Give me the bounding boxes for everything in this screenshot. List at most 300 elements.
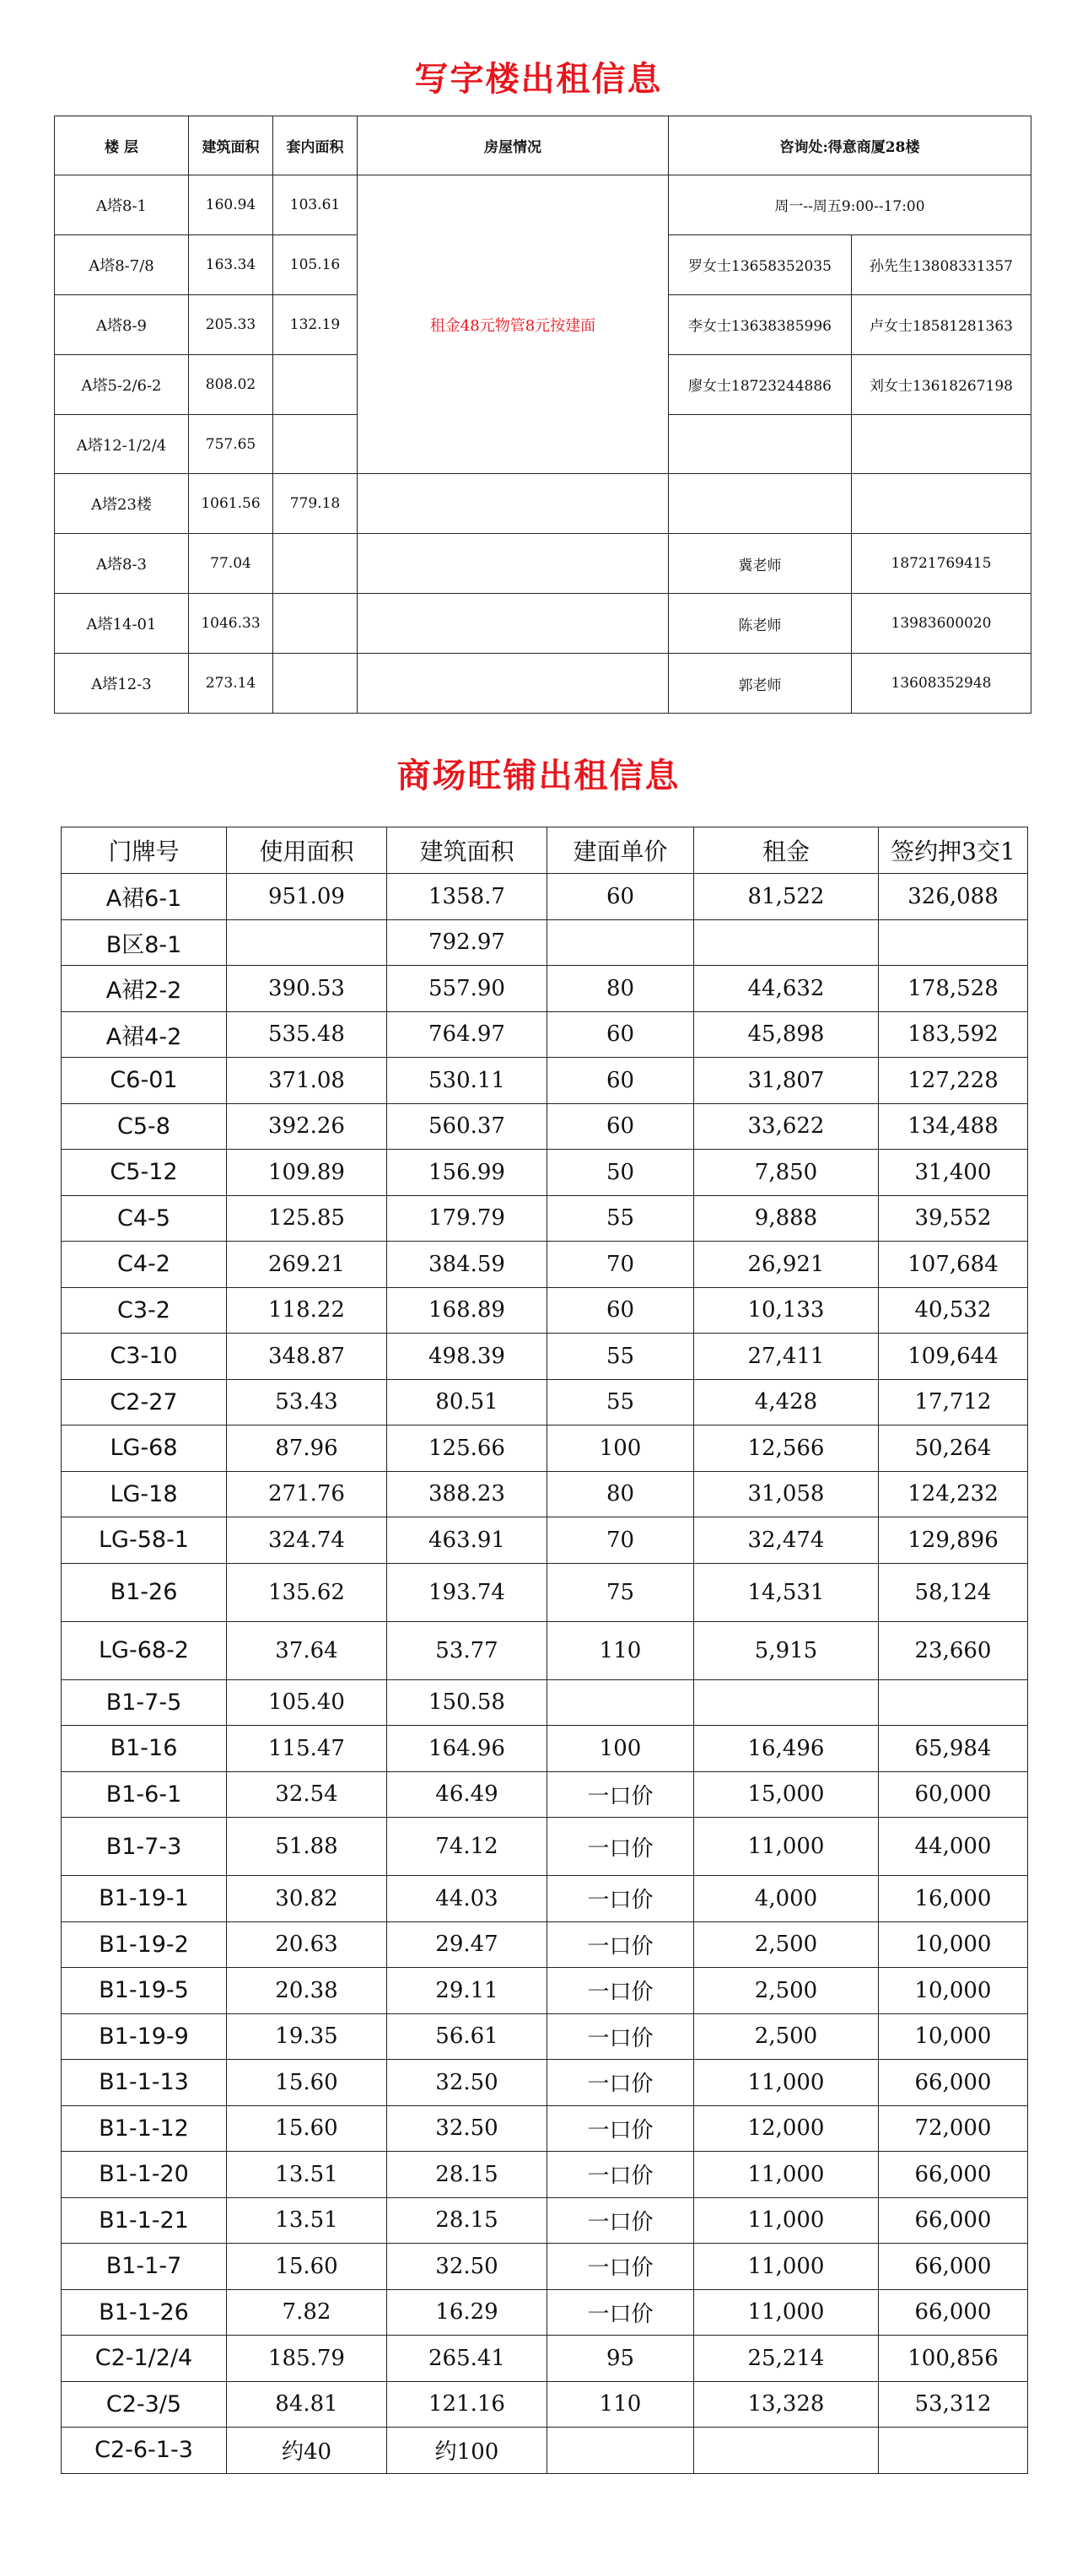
unit-price-cell: 80 (547, 1471, 694, 1517)
usable-area-cell: 271.76 (227, 1471, 387, 1517)
contact-cell: 李女士13638385996 (669, 294, 852, 354)
table-row (55, 474, 1031, 534)
header-inner-area: 套内面积 (273, 116, 358, 175)
usable-area-cell: 15.60 (227, 2060, 387, 2106)
unit-price-cell: 一口价 (547, 2244, 694, 2290)
floor-cell: A塔5-2/6-2 (55, 354, 189, 414)
deposit-cell (879, 2428, 1028, 2474)
table-row (62, 1195, 1028, 1242)
deposit-cell: 10,000 (879, 1968, 1028, 2014)
door-number-cell: B1-19-5 (62, 1968, 227, 2014)
door-number-cell: B1-19-9 (62, 2013, 227, 2060)
inner-cell (273, 354, 358, 414)
usable-area-cell: 15.60 (227, 2105, 387, 2152)
unit-price-cell: 80 (547, 966, 694, 1012)
floor-cell: A塔12-1/2/4 (55, 414, 189, 474)
rent-cell: 25,214 (694, 2336, 879, 2382)
usable-area-cell: 53.43 (227, 1379, 387, 1425)
deposit-cell: 31,400 (879, 1150, 1028, 1196)
table-row (62, 966, 1028, 1012)
rent-cell: 2,500 (694, 2013, 879, 2060)
table-row (62, 1471, 1028, 1517)
deposit-cell: 66,000 (879, 2197, 1028, 2244)
deposit-cell: 129,896 (879, 1517, 1028, 1564)
deposit-cell: 100,856 (879, 2336, 1028, 2382)
unit-price-cell (547, 2428, 694, 2474)
unit-price-cell: 60 (547, 874, 694, 920)
unit-price-cell: 50 (547, 1150, 694, 1196)
door-number-cell: B1-16 (62, 1726, 227, 1772)
empty-cell (669, 414, 852, 474)
unit-price-cell: 55 (547, 1379, 694, 1425)
header-floor: 楼 层 (55, 116, 189, 175)
table-row (62, 919, 1028, 966)
usable-area-cell: 371.08 (227, 1058, 387, 1104)
empty-cell (358, 654, 669, 714)
table-row (62, 2060, 1028, 2106)
inner-cell: 132.19 (273, 294, 358, 354)
building-area-cell: 56.61 (387, 2013, 547, 2060)
teacher-phone: 18721769415 (852, 534, 1031, 594)
rent-cell: 13,328 (694, 2381, 879, 2428)
rent-cell: 11,000 (694, 2060, 879, 2106)
deposit-cell (879, 1679, 1028, 1726)
unit-price-cell: 一口价 (547, 2013, 694, 2060)
table-row (55, 654, 1031, 714)
rent-cell: 4,000 (694, 1876, 879, 1922)
header-inquiry: 咨询处:得意商厦28楼 (669, 116, 1031, 175)
inner-cell (273, 534, 358, 594)
usable-area-cell: 135.62 (227, 1563, 387, 1621)
deposit-cell: 124,232 (879, 1471, 1028, 1517)
contact-cell: 刘女士13618267198 (852, 354, 1031, 414)
door-number-cell: B1-7-5 (62, 1679, 227, 1726)
door-number-cell: LG-68 (62, 1425, 227, 1472)
teacher-phone: 13608352948 (852, 654, 1031, 714)
empty-cell (669, 474, 852, 534)
teacher-name: 郭老师 (669, 654, 852, 714)
building-area-cell: 560.37 (387, 1103, 547, 1150)
deposit-cell: 66,000 (879, 2244, 1028, 2290)
rent-cell: 11,000 (694, 2197, 879, 2244)
building-area-cell: 150.58 (387, 1679, 547, 1726)
deposit-cell: 72,000 (879, 2105, 1028, 2152)
usable-area-cell: 392.26 (227, 1103, 387, 1150)
rent-cell: 11,000 (694, 1818, 879, 1876)
unit-price-cell: 55 (547, 1195, 694, 1242)
table-row (62, 2105, 1028, 2152)
door-number-cell: C6-01 (62, 1058, 227, 1104)
unit-price-cell: 60 (547, 1287, 694, 1334)
door-number-cell: A裙6-1 (62, 874, 227, 920)
building-area-cell: 125.66 (387, 1425, 547, 1472)
unit-price-cell: 一口价 (547, 1968, 694, 2014)
building-area-cell: 121.16 (387, 2381, 547, 2428)
door-number-cell: C2-3/5 (62, 2381, 227, 2428)
usable-area-cell: 390.53 (227, 966, 387, 1012)
deposit-cell: 134,488 (879, 1103, 1028, 1150)
rent-cell: 4,428 (694, 1379, 879, 1425)
unit-price-cell: 一口价 (547, 1921, 694, 1968)
usable-area-cell (227, 919, 387, 966)
unit-price-cell (547, 1679, 694, 1726)
table-row (62, 1379, 1028, 1425)
area-cell: 1061.56 (189, 474, 273, 534)
door-number-cell: C2-1/2/4 (62, 2336, 227, 2382)
table-row (62, 2152, 1028, 2198)
table-row (62, 2197, 1028, 2244)
usable-area-cell: 951.09 (227, 874, 387, 920)
door-number-cell: C5-8 (62, 1103, 227, 1150)
door-number-cell: C5-12 (62, 1150, 227, 1196)
inner-cell (273, 414, 358, 474)
header-building-area: 建筑面积 (387, 827, 547, 874)
usable-area-cell: 约40 (227, 2428, 387, 2474)
usable-area-cell: 535.48 (227, 1011, 387, 1058)
header-area: 建筑面积 (189, 116, 273, 175)
building-area-cell: 29.11 (387, 1968, 547, 2014)
empty-cell (358, 474, 669, 534)
door-number-cell: B1-1-21 (62, 2197, 227, 2244)
teacher-name: 陈老师 (669, 594, 852, 654)
usable-area-cell: 87.96 (227, 1425, 387, 1472)
table-row (55, 594, 1031, 654)
unit-price-cell: 70 (547, 1517, 694, 1564)
door-number-cell: B1-1-12 (62, 2105, 227, 2152)
rent-cell: 7,850 (694, 1150, 879, 1196)
area-cell: 77.04 (189, 534, 273, 594)
usable-area-cell: 30.82 (227, 1876, 387, 1922)
unit-price-cell: 100 (547, 1726, 694, 1772)
deposit-cell: 107,684 (879, 1242, 1028, 1288)
unit-price-cell: 110 (547, 2381, 694, 2428)
building-area-cell: 557.90 (387, 966, 547, 1012)
rent-cell: 44,632 (694, 966, 879, 1012)
table-row (62, 1150, 1028, 1196)
building-area-cell: 388.23 (387, 1471, 547, 1517)
area-cell: 205.33 (189, 294, 273, 354)
unit-price-cell: 一口价 (547, 2152, 694, 2198)
deposit-cell: 60,000 (879, 1771, 1028, 1818)
door-number-cell: C4-5 (62, 1195, 227, 1242)
empty-cell (358, 534, 669, 594)
unit-price-cell: 110 (547, 1621, 694, 1679)
floor-cell: A塔8-7/8 (55, 234, 189, 294)
door-number-cell: B1-19-1 (62, 1876, 227, 1922)
usable-area-cell: 20.63 (227, 1921, 387, 1968)
table-row (62, 2013, 1028, 2060)
unit-price-cell: 60 (547, 1058, 694, 1104)
deposit-cell: 66,000 (879, 2152, 1028, 2198)
building-area-cell: 530.11 (387, 1058, 547, 1104)
empty-cell (852, 414, 1031, 474)
unit-price-cell: 55 (547, 1334, 694, 1380)
rent-cell: 12,000 (694, 2105, 879, 2152)
building-area-cell: 28.15 (387, 2152, 547, 2198)
deposit-cell: 178,528 (879, 966, 1028, 1012)
area-cell: 273.14 (189, 654, 273, 714)
unit-price-cell (547, 919, 694, 966)
rent-cell (694, 2428, 879, 2474)
building-area-cell: 193.74 (387, 1563, 547, 1621)
floor-cell: A塔23楼 (55, 474, 189, 534)
rent-cell: 81,522 (694, 874, 879, 920)
inner-cell: 105.16 (273, 234, 358, 294)
usable-area-cell: 269.21 (227, 1242, 387, 1288)
deposit-cell: 10,000 (879, 1921, 1028, 1968)
header-door-number: 门牌号 (62, 827, 227, 874)
table-row (62, 2244, 1028, 2290)
deposit-cell: 65,984 (879, 1726, 1028, 1772)
usable-area-cell: 37.64 (227, 1621, 387, 1679)
rent-cell: 31,807 (694, 1058, 879, 1104)
usable-area-cell: 115.47 (227, 1726, 387, 1772)
area-cell: 1046.33 (189, 594, 273, 654)
shops-title: 商场旺铺出租信息 (396, 757, 681, 795)
building-area-cell: 179.79 (387, 1195, 547, 1242)
deposit-cell (879, 919, 1028, 966)
rent-cell: 9,888 (694, 1195, 879, 1242)
door-number-cell: LG-68-2 (62, 1621, 227, 1679)
table-row (62, 1679, 1028, 1726)
door-number-cell: LG-58-1 (62, 1517, 227, 1564)
rent-cell: 10,133 (694, 1287, 879, 1334)
door-number-cell: A裙2-2 (62, 966, 227, 1012)
inner-cell: 779.18 (273, 474, 358, 534)
door-number-cell: B1-6-1 (62, 1771, 227, 1818)
usable-area-cell: 109.89 (227, 1150, 387, 1196)
building-area-cell: 32.50 (387, 2105, 547, 2152)
table-row (62, 2336, 1028, 2382)
building-area-cell: 74.12 (387, 1818, 547, 1876)
usable-area-cell: 32.54 (227, 1771, 387, 1818)
area-cell: 757.65 (189, 414, 273, 474)
building-area-cell: 16.29 (387, 2289, 547, 2336)
teacher-phone: 13983600020 (852, 594, 1031, 654)
usable-area-cell: 118.22 (227, 1287, 387, 1334)
table-row (62, 1242, 1028, 1288)
door-number-cell: B1-1-7 (62, 2244, 227, 2290)
usable-area-cell: 13.51 (227, 2197, 387, 2244)
table-row (62, 1818, 1028, 1876)
usable-area-cell: 324.74 (227, 1517, 387, 1564)
deposit-cell: 10,000 (879, 2013, 1028, 2060)
unit-price-cell: 一口价 (547, 2289, 694, 2336)
usable-area-cell: 7.82 (227, 2289, 387, 2336)
unit-price-cell: 60 (547, 1011, 694, 1058)
header-deposit: 签约押3交1 (879, 827, 1028, 874)
door-number-cell: B1-19-2 (62, 1921, 227, 1968)
door-number-cell: C2-27 (62, 1379, 227, 1425)
unit-price-cell: 60 (547, 1103, 694, 1150)
inner-cell (273, 594, 358, 654)
header-condition: 房屋情况 (358, 116, 669, 175)
door-number-cell: C2-6-1-3 (62, 2428, 227, 2474)
table-row (55, 175, 1031, 235)
deposit-cell: 109,644 (879, 1334, 1028, 1380)
contact-cell: 孙先生13808331357 (852, 234, 1031, 294)
rent-cell: 14,531 (694, 1563, 879, 1621)
building-area-cell: 792.97 (387, 919, 547, 966)
deposit-cell: 23,660 (879, 1621, 1028, 1679)
contact-cell: 罗女士13658352035 (669, 234, 852, 294)
table-row (62, 874, 1028, 920)
area-cell: 163.34 (189, 234, 273, 294)
area-cell: 808.02 (189, 354, 273, 414)
rent-cell (694, 1679, 879, 1726)
deposit-cell: 326,088 (879, 874, 1028, 920)
floor-cell: A塔8-3 (55, 534, 189, 594)
building-area-cell: 498.39 (387, 1334, 547, 1380)
teacher-name: 冀老师 (669, 534, 852, 594)
inner-cell (273, 654, 358, 714)
office-title: 写字楼出租信息 (414, 60, 663, 99)
rent-cell: 11,000 (694, 2289, 879, 2336)
building-area-cell: 28.15 (387, 2197, 547, 2244)
rent-cell: 33,622 (694, 1103, 879, 1150)
building-area-cell: 53.77 (387, 1621, 547, 1679)
unit-price-cell: 75 (547, 1563, 694, 1621)
floor-cell: A塔8-9 (55, 294, 189, 354)
door-number-cell: B1-7-3 (62, 1818, 227, 1876)
rent-cell: 2,500 (694, 1921, 879, 1968)
building-area-cell: 44.03 (387, 1876, 547, 1922)
door-number-cell: B1-1-26 (62, 2289, 227, 2336)
door-number-cell: C4-2 (62, 1242, 227, 1288)
door-number-cell: A裙4-2 (62, 1011, 227, 1058)
unit-price-cell: 100 (547, 1425, 694, 1472)
building-area-cell: 384.59 (387, 1242, 547, 1288)
deposit-cell: 127,228 (879, 1058, 1028, 1104)
table-row (62, 1334, 1028, 1380)
deposit-cell: 40,532 (879, 1287, 1028, 1334)
building-area-cell: 168.89 (387, 1287, 547, 1334)
building-area-cell: 约100 (387, 2428, 547, 2474)
building-area-cell: 32.50 (387, 2244, 547, 2290)
deposit-cell: 16,000 (879, 1876, 1028, 1922)
table-row (62, 1011, 1028, 1058)
building-area-cell: 46.49 (387, 1771, 547, 1818)
rent-cell: 45,898 (694, 1011, 879, 1058)
building-area-cell: 463.91 (387, 1517, 547, 1564)
building-area-cell: 80.51 (387, 1379, 547, 1425)
usable-area-cell: 105.40 (227, 1679, 387, 1726)
building-area-cell: 29.47 (387, 1921, 547, 1968)
rent-cell: 5,915 (694, 1621, 879, 1679)
building-area-cell: 265.41 (387, 2336, 547, 2382)
empty-cell (852, 474, 1031, 534)
floor-cell: A塔8-1 (55, 175, 189, 235)
door-number-cell: B区8-1 (62, 919, 227, 966)
usable-area-cell: 348.87 (227, 1334, 387, 1380)
usable-area-cell: 20.38 (227, 1968, 387, 2014)
usable-area-cell: 51.88 (227, 1818, 387, 1876)
unit-price-cell: 一口价 (547, 2060, 694, 2106)
table-row (62, 1968, 1028, 2014)
rent-cell: 12,566 (694, 1425, 879, 1472)
header-rent: 租金 (694, 827, 879, 874)
table-row (62, 1563, 1028, 1621)
rent-cell: 11,000 (694, 2152, 879, 2198)
table-row (62, 1058, 1028, 1104)
table-row (62, 1287, 1028, 1334)
unit-price-cell: 70 (547, 1242, 694, 1288)
rent-cell: 11,000 (694, 2244, 879, 2290)
table-row (62, 2381, 1028, 2428)
area-cell: 160.94 (189, 175, 273, 235)
floor-cell: A塔12-3 (55, 654, 189, 714)
rent-cell: 16,496 (694, 1726, 879, 1772)
rent-cell: 32,474 (694, 1517, 879, 1564)
office-table (54, 116, 1031, 714)
unit-price-cell: 95 (547, 2336, 694, 2382)
office-hours: 周一--周五9:00--17:00 (669, 175, 1031, 235)
header-unit-price: 建面单价 (547, 827, 694, 874)
shops-header-row (62, 827, 1028, 874)
usable-area-cell: 84.81 (227, 2381, 387, 2428)
table-row (62, 1726, 1028, 1772)
table-row (62, 1621, 1028, 1679)
deposit-cell: 66,000 (879, 2289, 1028, 2336)
rent-cell: 15,000 (694, 1771, 879, 1818)
table-row (55, 534, 1031, 594)
deposit-cell: 44,000 (879, 1818, 1028, 1876)
shops-table (61, 827, 1028, 2474)
door-number-cell: B1-1-13 (62, 2060, 227, 2106)
table-row (62, 1771, 1028, 1818)
table-row (62, 1921, 1028, 1968)
usable-area-cell: 19.35 (227, 2013, 387, 2060)
unit-price-cell: 一口价 (547, 1876, 694, 1922)
rent-cell: 26,921 (694, 1242, 879, 1288)
rent-note: 租金48元物管8元按建面 (358, 175, 669, 474)
inner-cell: 103.61 (273, 175, 358, 235)
table-row (62, 1425, 1028, 1472)
door-number-cell: B1-26 (62, 1563, 227, 1621)
deposit-cell: 53,312 (879, 2381, 1028, 2428)
building-area-cell: 164.96 (387, 1726, 547, 1772)
unit-price-cell: 一口价 (547, 2197, 694, 2244)
floor-cell: A塔14-01 (55, 594, 189, 654)
usable-area-cell: 13.51 (227, 2152, 387, 2198)
door-number-cell: LG-18 (62, 1471, 227, 1517)
rent-cell (694, 919, 879, 966)
building-area-cell: 764.97 (387, 1011, 547, 1058)
deposit-cell: 58,124 (879, 1563, 1028, 1621)
table-row (62, 2428, 1028, 2474)
building-area-cell: 156.99 (387, 1150, 547, 1196)
deposit-cell: 66,000 (879, 2060, 1028, 2106)
table-row (62, 2289, 1028, 2336)
office-header-row (55, 116, 1031, 175)
contact-cell: 卢女士18581281363 (852, 294, 1031, 354)
door-number-cell: B1-1-20 (62, 2152, 227, 2198)
deposit-cell: 17,712 (879, 1379, 1028, 1425)
door-number-cell: C3-10 (62, 1334, 227, 1380)
deposit-cell: 183,592 (879, 1011, 1028, 1058)
usable-area-cell: 125.85 (227, 1195, 387, 1242)
door-number-cell: C3-2 (62, 1287, 227, 1334)
usable-area-cell: 15.60 (227, 2244, 387, 2290)
deposit-cell: 50,264 (879, 1425, 1028, 1472)
building-area-cell: 1358.7 (387, 874, 547, 920)
empty-cell (358, 594, 669, 654)
unit-price-cell: 一口价 (547, 1771, 694, 1818)
deposit-cell: 39,552 (879, 1195, 1028, 1242)
unit-price-cell: 一口价 (547, 1818, 694, 1876)
table-row (62, 1876, 1028, 1922)
rent-cell: 2,500 (694, 1968, 879, 2014)
